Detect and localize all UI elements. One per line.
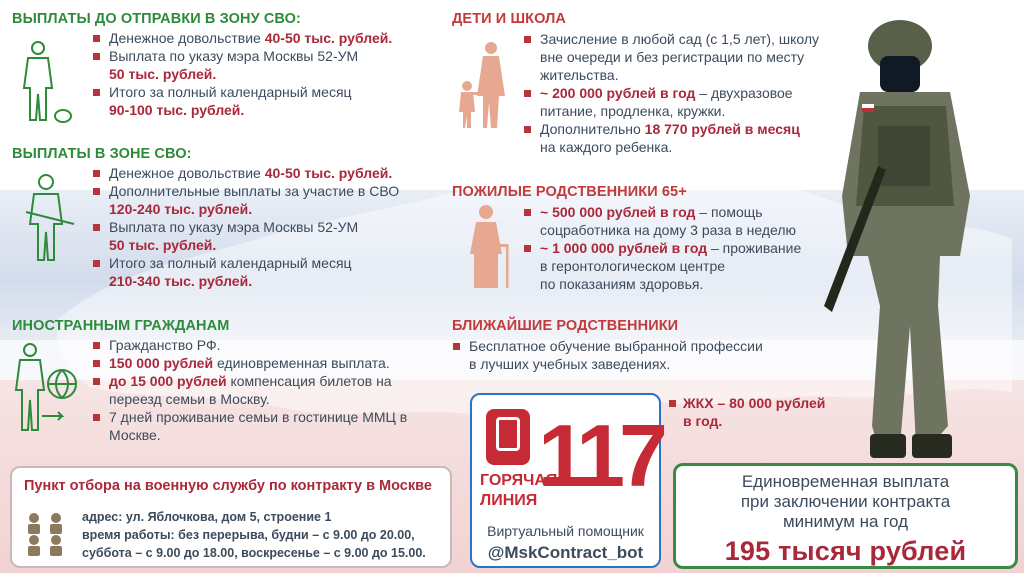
gkh-highlight: ЖКХ – 80 000 рублей [683,395,826,411]
list-elderly [523,203,863,293]
hours-text: суббота – с 9.00 до 18.00, воскресенье – с 9.00 до 15.00. [82,546,426,560]
item-text: единовременная выплата. [213,355,390,371]
list-item [92,83,437,119]
item-highlight: 50 тыс. рублей. [109,237,217,253]
item-text: питание, продленка, кружки. [540,103,726,119]
item-text: Бесплатное обучение выбранной профессии [469,338,763,354]
item-highlight: ~ 200 000 рублей в год [540,85,696,101]
item-text: вне очереди и без регистрации по месту [540,49,805,65]
telegram-bot-link[interactable]: @MskContract_bot [487,543,644,562]
mother-child-icon [455,40,515,130]
item-highlight: ~ 1 000 000 рублей в год [540,240,708,256]
list-item [92,218,437,254]
address-text: адрес: ул. Яблочкова, дом 5, строение 1 [82,510,332,524]
item-text: Гражданство РФ. [109,337,221,353]
list-item [92,354,437,372]
phone-icon [486,409,530,465]
lump-sum-description [676,472,1015,532]
item-highlight: 90-100 тыс. рублей. [109,102,245,118]
item-text: по показаниям здоровья. [540,276,704,292]
item-highlight: 210-340 тыс. рублей. [109,273,253,289]
item-text: Выплата по указу мэра Москвы 52-УМ [109,219,359,235]
item-text: – двухразовое [695,85,793,101]
list-item [92,372,437,408]
list-before [92,29,437,119]
list-item [523,239,863,293]
item-text: Денежное довольствие [109,165,265,181]
list-in-zone [92,164,437,290]
section-title-before: ВЫПЛАТЫ ДО ОТПРАВКИ В ЗОНУ СВО: [12,11,301,27]
item-highlight: до 15 000 рублей [109,373,227,389]
list-item [523,203,863,239]
item-text: Итого за полный календарный месяц [109,255,352,271]
list-item [92,408,437,444]
item-highlight: 150 000 рублей [109,355,214,371]
item-text: Дополнительно [540,121,645,137]
list-item [452,337,812,373]
section-title-foreign: ИНОСТРАННЫМ ГРАЖДАНАМ [12,318,230,334]
foreign-worker-globe-icon [12,340,82,440]
list-item [523,120,863,156]
item-text: – помощь [695,204,763,220]
hotline-number[interactable]: 117 [538,406,662,505]
list-item [92,47,437,83]
item-highlight: ~ 500 000 рублей в год [540,204,696,220]
recruitment-point-title: Пункт отбора на военную службу по контракту в Москве [24,478,432,494]
item-text: Итого за полный календарный месяц [109,84,352,100]
recruitment-point-box [10,466,452,568]
list-item [523,84,863,120]
list-children [523,30,863,156]
list-foreign [92,336,437,444]
item-text: компенсация билетов на переезд семьи в Москву. [109,373,392,407]
section-title-children: ДЕТИ И ШКОЛА [452,11,566,27]
virtual-assistant-label: Виртуальный помощник [487,523,644,539]
hotline-label-line2: ЛИНИЯ [480,492,538,509]
list-item [92,336,437,354]
list-relatives [452,337,812,373]
item-text: в лучших учебных заведениях. [469,356,671,372]
section-title-in-zone: ВЫПЛАТЫ В ЗОНЕ СВО: [12,146,192,162]
list-item [92,254,437,290]
lump-sum-line: при заключении контракта [740,492,951,511]
elderly-person-icon [466,204,516,290]
item-text: соцработника на дому 3 раза в неделю [540,222,797,238]
list-item [92,182,437,218]
item-highlight: 120-240 тыс. рублей. [109,201,253,217]
item-text: Выплата по указу мэра Москвы 52-УМ [109,48,359,64]
list-item [92,29,437,47]
gkh-payment [683,394,825,430]
list-item [92,164,437,182]
item-highlight: 40-50 тыс. рублей. [264,30,393,46]
lump-sum-line: Единовременная выплата [741,472,950,491]
section-title-relatives: БЛИЖАЙШИЕ РОДСТВЕННИКИ [452,318,679,334]
recruitment-point-details [82,508,426,562]
soldiers-group-icon [22,508,74,560]
hotline-box [470,393,661,568]
item-text: Дополнительные выплаты за участие в СВО [109,183,400,199]
item-text: Денежное довольствие [109,30,265,46]
armed-soldier-icon [22,172,78,264]
item-text: в геронтологическом центре [540,258,726,274]
item-text: – проживание [707,240,802,256]
civilian-soldier-icon [16,38,74,128]
item-text: Зачисление в любой сад (с 1,5 лет), школу [540,31,819,47]
lump-sum-line: минимум на год [782,512,909,531]
lump-sum-amount: 195 тысяч рублей [724,536,967,566]
item-highlight: 18 770 рублей в месяц [644,121,800,137]
item-highlight: 50 тыс. рублей. [109,66,217,82]
hotline-label-line1: ГОРЯЧАЯ [480,472,558,489]
list-item [523,30,863,84]
section-title-elderly: ПОЖИЛЫЕ РОДСТВЕННИКИ 65+ [452,184,687,200]
gkh-text: в год. [683,413,723,429]
item-text: на каждого ребенка. [540,139,673,155]
item-text: жительства. [540,67,619,83]
hours-text: время работы: без перерыва, будни – с 9.00 до 20.00, [82,528,415,542]
soldier-illustration [820,6,1000,466]
lump-sum-box [673,463,1018,569]
item-text: 7 дней проживание семьи в гостинице ММЦ в Москве. [109,409,408,443]
item-highlight: 40-50 тыс. рублей. [264,165,393,181]
